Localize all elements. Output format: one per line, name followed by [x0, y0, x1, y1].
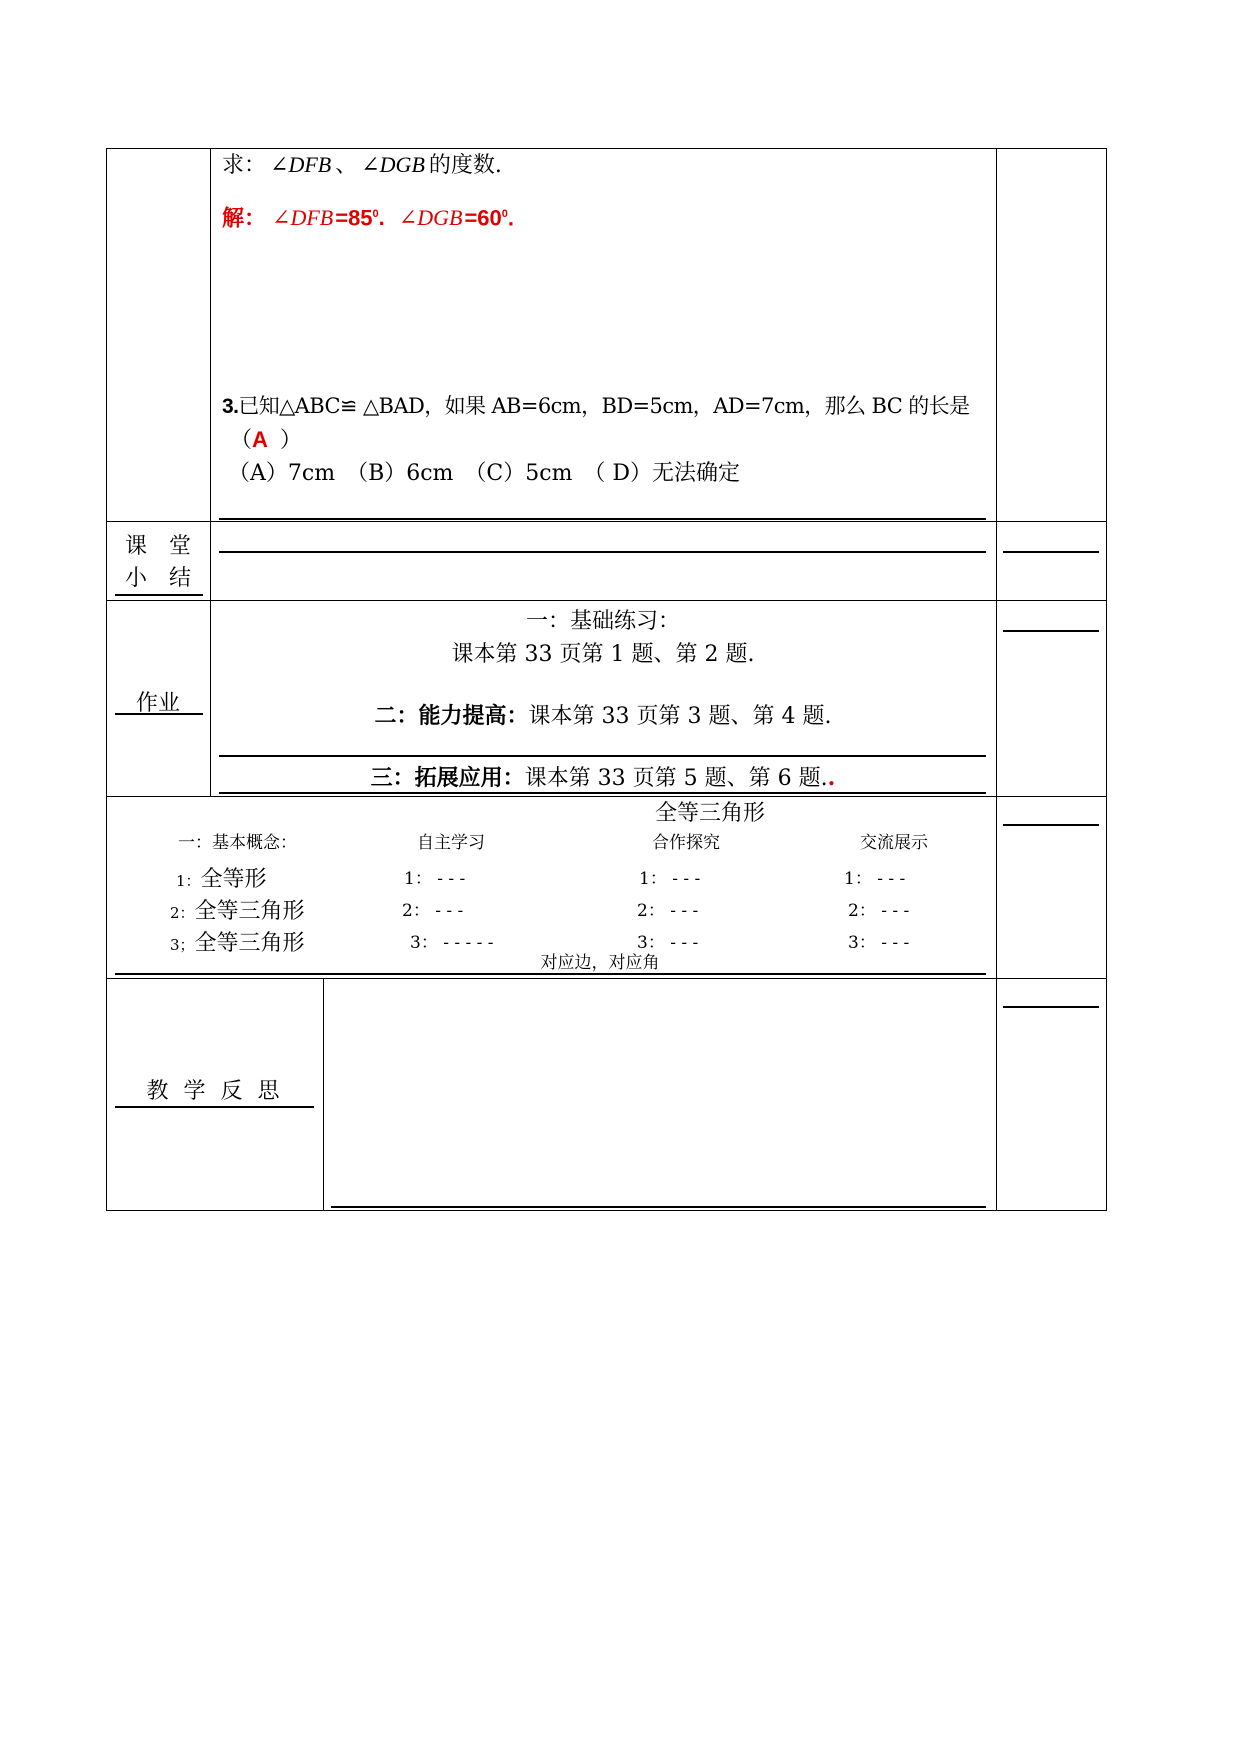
- question-3-text: [222, 392, 969, 421]
- cooperation-item: 1： - - -: [639, 869, 701, 889]
- rule-label-row5: [115, 1106, 314, 1108]
- concept-number: 2：: [170, 904, 195, 922]
- table-border-right: [1106, 148, 1107, 1211]
- row-divider-2: [106, 600, 1107, 601]
- self-study-item: 2： - - -: [402, 901, 464, 921]
- homework-extension-title: 三：拓展应用：: [370, 765, 525, 791]
- rule-right-row4: [1003, 824, 1099, 826]
- homework-extension-text: 课本第 33 页第 5 题、第 6 题.: [524, 766, 828, 791]
- self-study-item: 3： - - - - -: [410, 933, 494, 953]
- row-divider-1: [106, 521, 1107, 522]
- board-title: 全等三角形: [654, 801, 765, 826]
- concept-item: [170, 894, 305, 925]
- question-3-answer: A: [252, 427, 268, 452]
- question-separator: 、: [335, 153, 358, 178]
- rule-row1-bottom: [219, 518, 986, 520]
- question-suffix: 的度数.: [428, 153, 502, 178]
- summary-label-line2: 小 结: [124, 566, 191, 591]
- rule-label-row2: [115, 594, 203, 596]
- table-border-bottom: [106, 1210, 1107, 1211]
- answer-angle-dgb: ∠DGB: [398, 205, 463, 231]
- exchange-item: 2： - - -: [848, 901, 910, 921]
- exchange-item: 1： - - -: [844, 869, 906, 889]
- rule-row3-mid: [219, 755, 986, 757]
- board-header-exchange: 交流展示: [860, 833, 928, 853]
- homework-label: 作业: [135, 691, 180, 716]
- question-3-answer-blank: [230, 426, 302, 455]
- rule-row2: [219, 551, 986, 553]
- cooperation-item: 3： - - -: [637, 933, 699, 953]
- answer-end: .: [507, 205, 515, 231]
- homework-basic-title: 一：基础练习：: [525, 609, 680, 634]
- homework-extension-mark: .: [827, 765, 836, 791]
- board-header-concepts: 一：基本概念：: [178, 833, 297, 853]
- row-divider-3: [106, 796, 1107, 797]
- answer-degree-dgb: 0: [501, 208, 508, 220]
- answer-label: 解：: [222, 205, 267, 232]
- col-divider-left-row5: [323, 978, 324, 1211]
- question-3-number: 3.: [222, 395, 239, 418]
- answer-degree-dfb: 0: [372, 208, 379, 220]
- self-study-item: 1： - - -: [404, 869, 466, 889]
- table-border-left: [106, 148, 107, 1211]
- table-border-top: [106, 148, 1107, 149]
- cooperation-item: 2： - - -: [637, 901, 699, 921]
- rule-right-row2: [1003, 551, 1099, 553]
- concept-item: [176, 862, 267, 893]
- row-divider-4: [106, 978, 1107, 979]
- question-prefix: 求：: [222, 153, 267, 178]
- col-divider-right-row5: [996, 978, 997, 1211]
- board-footer: 对应边，对应角: [540, 953, 660, 973]
- question-3-body: 已知△ABC≌ △BAD，如果 AB=6cm，BD=5cm，AD=7cm，那么 BC 的长是: [238, 394, 970, 418]
- answer-angle-dfb: ∠DFB: [272, 205, 334, 231]
- homework-ability: [210, 702, 996, 731]
- concept-item: [170, 926, 305, 957]
- summary-label-line1: 课 堂: [124, 534, 191, 559]
- rule-right-row3: [1003, 630, 1099, 632]
- concept-text: 全等三角形: [194, 931, 305, 956]
- col-divider-right-row4: [996, 796, 997, 978]
- answer-value-dgb: =60: [464, 205, 502, 231]
- concept-text: 全等三角形: [194, 899, 305, 924]
- reflection-label: 教 学 反 思: [146, 1079, 284, 1104]
- question-3-options: （A）7cm （B）6cm （C）5cm （ D）无法确定: [228, 461, 741, 486]
- homework-basic-text: 课本第 33 页第 1 题、第 2 题.: [451, 642, 755, 667]
- paren-close: ）: [279, 428, 302, 453]
- paren-open: （: [230, 428, 253, 453]
- answer-separator: .: [378, 205, 385, 231]
- answer-2: [222, 200, 514, 232]
- concept-number: 1：: [176, 872, 201, 890]
- homework-ability-title: 二：能力提高：: [374, 703, 529, 729]
- rule-right-row5: [1003, 1006, 1099, 1008]
- homework-ability-text: 课本第 33 页第 3 题、第 4 题.: [528, 704, 832, 729]
- board-header-cooperation: 合作探究: [652, 833, 720, 853]
- angle-dgb: ∠DGB: [361, 152, 425, 177]
- rule-row5-bottom: [331, 1206, 986, 1208]
- exchange-item: 3： - - -: [848, 933, 910, 953]
- answer-value-dfb: =85: [335, 205, 373, 231]
- col-divider-right: [996, 148, 997, 796]
- angle-dfb: ∠DFB: [270, 152, 332, 177]
- homework-extension: [210, 764, 996, 793]
- concept-number: 3；: [170, 936, 195, 954]
- col-divider-left: [210, 148, 211, 796]
- board-header-self-study: 自主学习: [417, 833, 485, 853]
- concept-text: 全等形: [200, 867, 267, 892]
- question-2-prompt: [222, 151, 502, 180]
